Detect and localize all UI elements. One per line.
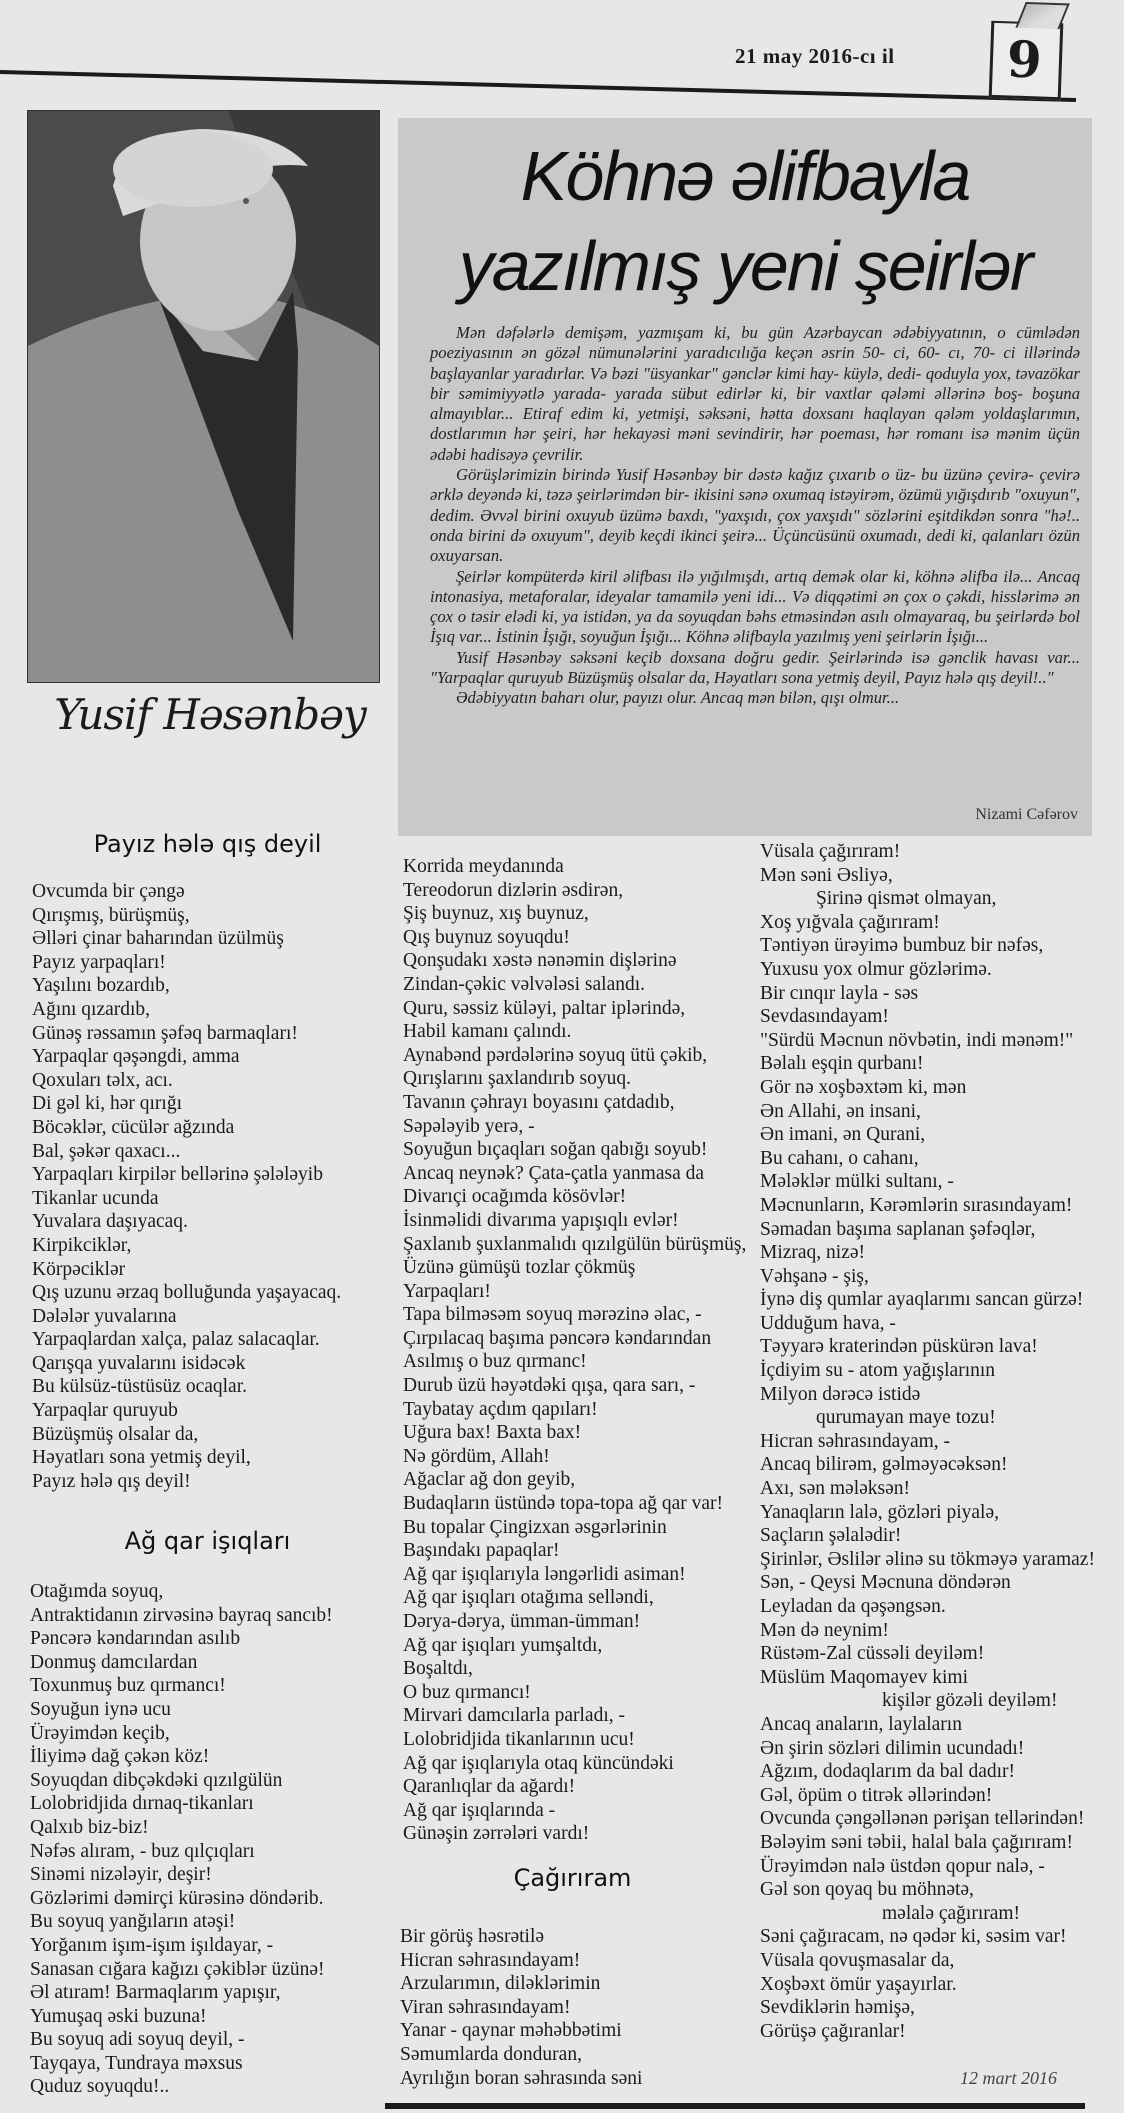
poem-line: Bu cahanı, o cahanı, [760,1147,919,1169]
poem-column [760,840,1095,2043]
poem-line: Lolobridjida tikanlarının ucu! [403,1728,635,1750]
poem-line: Divarıçi ocağımda kösövlər! [403,1186,627,1208]
poem-line: Aynabənd pərdələrinə soyuq ütü çəkib, [403,1044,708,1066]
poem-line: Saçların şəlalədir! [760,1525,902,1547]
poem-line: Quru, səssiz küləyi, paltar iplərində, [403,997,686,1019]
poem-line: Axı, sən mələksən! [760,1478,911,1500]
poem-line: Pəncərə kəndarından asılıb [30,1628,241,1650]
poem-line: Yuxusu yox olmur gözlərimə. [760,958,992,980]
poem-line: Qırışlarını şaxlandırıb soyuq. [403,1068,632,1090]
poem-line: Sevdasındayam! [760,1006,889,1028]
poem-line: Ən şirin sözləri dilimin ucundadı! [760,1737,1025,1759]
poem-line: Taybatay açdım qapıları! [403,1398,598,1420]
poem-line: Yumuşaq əski buzuna! [30,2005,207,2027]
poem-line: Sanasan cığara kağızı çəkiblər üzünə! [30,1958,325,1980]
poem-line: Quduz soyuqdu!.. [30,2076,170,2098]
poem-line: Sevdiklərin həmişə, [760,1997,915,2019]
intro-paragraph: Görüşlərimizin birində Yusif Həsənbəy bir dəstə kağız çıxarıb o üz- bu üzünə çevirə- çevirə ərklə deyəndə ki, təzə şeirlərimdən bir- ikisini sənə oxumaq istəyirəm, özümü yığışdırıb "oxuyun", dedim. Əvvəl birini oxuyub üzümə baxdı, "yaxşıdı, çox yaxşıdı" sözlərini eşitdikdən sonra "hə!.. onda birini də oxuyum", deyib keçdi ikinci şeirə... Üçüncüsünü oxumadı, dedi ki, qalanları özün oxuyarsan. [430,465,1080,566]
poem-line: Ağ qar işıqları yumşaltdı, [403,1634,603,1656]
article-intro-box [398,118,1092,836]
poem-line: Büzüşmüş olsalar da, [32,1423,199,1445]
poem-line: Ancaq bilirəm, gəlməyəcəksən! [760,1454,1008,1476]
poem-line: Bu soyuq adi soyuq deyil, - [30,2029,245,2051]
poem-line: Mən də neynim! [760,1619,889,1641]
poem-line: Tikanlar ucunda [32,1187,159,1209]
poem-line: Xoşbəxt ömür yaşayırlar. [760,1973,957,1995]
poem-line: Ancaq neynək? Çata-çatla yanmasa da [403,1162,705,1184]
poem-line: Qış uzunu ərzaq bolluğunda yaşayacaq. [32,1282,342,1304]
poem-line: Sən, - Qeysi Məcnuna döndərən [760,1572,1011,1594]
poem-line: Ağaclar ağ don geyib, [403,1469,576,1491]
poem-line: Qış buynuz soyuqdu! [403,926,570,948]
poem-line: Gör nə xoşbəxtəm ki, mən [760,1076,967,1098]
poem-line: Vüsala çağırıram! [760,841,901,862]
poem-line: Gözlərimi dəmirçi kürəsinə döndərib. [30,1887,324,1909]
issue-date: 21 may 2016-cı il [735,44,895,68]
poem-line: Üzünə gümüşü tozlar çökmüş [403,1257,636,1279]
intro-paragraph: Ədəbiyyatın baharı olur, payızı olur. Ancaq mən bilən, qışı olmur... [456,688,900,708]
poem-line: Əlləri çinar baharından üzülmüş [32,928,284,950]
poem-line: Ağ qar işıqlarında - [403,1799,556,1821]
poem-line: Uğura bax! Baxta bax! [403,1422,582,1444]
poem-line: Şirinlər, Əslilər əlinə su tökməyə yaramaz! [760,1548,1095,1570]
poem-line: Zindan-çəkic vəlvələsi salandı. [403,973,646,995]
poem-line: Çırpılacaq başıma pəncərə kəndarından [403,1327,712,1349]
poem-line: Sinəmi nizələyir, deşir! [30,1864,212,1886]
page-number: 9 [1006,29,1043,90]
intro-author-signature: Nizami Cəfərov [975,806,1078,823]
intro-paragraph: Şeirlər kompüterdə kiril əlifbası ilə yığılmışdı, artıq demək olar ki, köhnə əlifba ilə... Ancaq intonasiya, metaforalar, ideyalar tamamilə yeni idi... Və diqqətimi ən çox o çəkdi, hisslərimə ən çox o təsir elədi ki, ya istidən, ya da soyuqdan bəhs etməsindən asılı olmayaraq, bu şeirlərdə bol İşıq var... İstinin İşığı, soyuğun İşığı... Köhnə əlifbayla yazılmış yeni şeirlərin İşığı... [430,566,1080,647]
article-title-line1: Köhnə əlifbayla [520,137,970,215]
poem-line: Günəşin zərrələri vardı! [403,1823,590,1845]
header-rule [0,0,1124,110]
poem-line: İynə diş qumlar ayaqlarımı sancan gürzə! [760,1289,1084,1311]
poem-line: Ancaq anaların, laylaların [760,1713,962,1735]
poem-line: "Sürdü Məcnun növbətin, indi mənəm!" [760,1029,1074,1051]
poem-line: Bu topalar Çingizxan əsgərlərinin [403,1516,667,1538]
poem-line: Vüsala qovuşmasalar da, [760,1949,955,1971]
poem-line: Ürəyimdən keçib, [30,1722,170,1744]
poem-line: Payız hələ qış deyil! [32,1470,191,1492]
poem-line: Qarışqa yuvalarını isidəcək [32,1352,246,1374]
poem-line: Ağını qızardıb, [32,998,151,1020]
poem-line: Hicran səhrasındayam! [400,1949,581,1971]
poem-line: Körpəciklər [32,1258,126,1280]
poem-column [403,855,746,1846]
poem-line: Otağımda soyuq, [30,1581,164,1602]
poem-line: Gəl son qoyaq bu möhnətə, [760,1879,974,1901]
poem-line: İliyimə dağ çəkən köz! [30,1746,210,1768]
poem-line: Habil kamanı çalındı. [403,1021,572,1043]
poem-line: Təntiyən ürəyimə bumbuz bir nəfəs, [760,935,1044,957]
poem-line: Ürəyimdən nalə üstdən qopur nalə, - [760,1855,1045,1877]
poem-line: Ovcunda çəngəllənən pərişan tellərindən! [760,1808,1085,1830]
poem-line: İsinməlidi divarıma yapışıqlı evlər! [403,1209,679,1231]
poem-line: Tayqaya, Tundraya məxsus [30,2052,243,2074]
poem-title: Çağırıram [513,1864,632,1892]
intro-text [430,323,1080,709]
poem-line: Tavanın çəhrayı boyasını çatdadıb, [403,1091,675,1113]
poem-line: Yanaqların lalə, gözləri piyalə, [760,1501,999,1523]
poem-line: Kirpikciklər, [32,1234,132,1256]
poem-line: Korrida meydanında [403,856,564,877]
poem-line: Toxunmuş buz qırmancı! [30,1675,226,1697]
poem-line: Leyladan da qəşəngsən. [760,1596,946,1617]
poem-line: Di gəl ki, hər qırığı [32,1093,183,1115]
author-photo [27,110,380,683]
poem-column [30,1580,333,2099]
poem-line: kişilər gözəli deyiləm! [882,1690,1058,1712]
poem-line: Udduğum hava, - [760,1312,896,1334]
poem-line: Şaxlanıb şuxlanmalıdı qızılgülün bürüşmüş, [403,1233,747,1255]
poem-line: Bələyim səni təbii, halal bala çağırıram! [760,1831,1073,1853]
poem-line: Qaranlıqlar da ağardı! [403,1776,576,1798]
poem-line: Tereodorun dizlərin əsdirən, [403,879,624,901]
intro-paragraph: Mən dəfələrlə demişəm, yazmışam ki, bu gün Azərbaycan ədəbiyyatının, o cümlədən poeziyasının ən gözəl nümunələrini yaradıcılığa keçən əsrin 50- ci, 60- cı, 70- ci illərində başlayanlar yaradırlar. Və bəzi "üsyankar" gənclər kimi hay- küylə, dedi- qoduyla yox, təvazökar bir səmimiyyətlə yarada- yarada sübut edirlər ki, bir vaxtlar qələmi əllərinə boş- boşuna almayıblar... Etiraf edim ki, yetmişi, səksəni, hətta doxsanı haqlayan qələm yoldaşlarımın, dostlarımın hər şeiri, hər hekayəsi məni sevindirir, hər poeması, hər romanı isə mənim üçün ədəbi hadisəyə çevrilir. [430,323,1080,464]
poem-line: məlalə çağırıram! [882,1902,1021,1924]
poem-line: Səpələyib yerə, - [403,1115,535,1137]
poem-line: Boşaltdı, [403,1658,473,1680]
poem-line: Ən imani, ən Qurani, [760,1124,926,1146]
poem-line: Bal, şəkər qaxacı... [32,1140,181,1162]
poem-line: qurumayan maye tozu! [816,1407,996,1429]
poem-line: Ən Allahi, ən insani, [760,1100,921,1122]
poem-line: Səmumlarda donduran, [400,2043,582,2065]
poem-line: Bir görüş həsrətilə [400,1926,545,1947]
poem-line: Təyyarə kraterindən püskürən lava! [760,1336,1038,1358]
poem-line: Nə gördüm, Allah! [403,1445,550,1467]
poem-line: Başındakı papaqlar! [403,1540,560,1562]
poem-line: Yuvalara daşıyacaq. [32,1211,188,1233]
poem-line: Qonşudakı xəstə nənəmin dişlərinə [403,950,677,972]
poem-line: Nəfəs alıram, - buz qılçıqları [30,1840,255,1862]
poem-line: Lolobridjida dırnaq-tikanları [30,1793,254,1815]
poem-line: Vəhşanə - şiş, [760,1265,869,1287]
poem-line: Yorğanım işım-işım işıldayar, - [30,1934,274,1956]
poem-line: Mən səni Əsliyə, [760,864,893,886]
intro-paragraph: Yusif Həsənbəy səksəni keçib doxsana doğru gedir. Şeirlərində isə gənclik havası var... "Yarpaqlar quruyub Büzüşmüş olsalar da, Həyatları sona yetmiş deyil, Payız hələ qış deyil!.." [430,647,1080,688]
poem-title: Ağ qar işıqları [124,1527,291,1555]
poem-line: Əl atıram! Barmaqlarım yapışır, [30,1982,281,2004]
poem-line: Ovcumda bir çəngə [32,881,185,902]
poem-line: O buz qırmancı! [403,1681,531,1703]
poem-line: Dələlər yuvalarına [32,1305,177,1327]
poem-line: Həyatları sona yetmiş deyil, [32,1447,251,1469]
poem-line: Arzularımın, diləklərimin [400,1973,601,1995]
poem-line: Bu soyuq yanğıların atəşi! [30,1911,236,1933]
poem-line: Ağ qar işıqlarıyla otaq küncündəki [403,1752,674,1774]
poem-line: Yaşılını bozardıb, [32,975,170,997]
poem-line: Səmadan başıma saplanan şəfəqlər, [760,1218,1036,1240]
page-corner-fold-icon [1015,2,1069,29]
poem-line: Qalxıb biz-biz! [30,1816,149,1838]
poem-line: Soyuqdan dibçəkdəki qızılgülün [30,1769,283,1791]
poem-line: Məcnunların, Kərəmlərin sırasındayam! [760,1194,1073,1216]
poem-line: Xoş yığvala çağırıram! [760,911,940,933]
poem-line: Soyuğun bıçaqları soğan qabığı soyub! [403,1139,708,1161]
poem-line: Şirinə qismət olmayan, [816,888,997,910]
poem-line: Müslüm Maqomayev kimi [760,1666,968,1688]
poem-line: Yarpaqlar quruyub [32,1400,178,1422]
poem-line: Yanar - qaynar məhəbbətimi [400,2020,622,2042]
page-number-box [989,21,1064,100]
poem-line: Bəlalı eşqin qurbanı! [760,1053,924,1075]
poem-line: Soyuğun iynə ucu [30,1698,171,1720]
author-name-caption: Yusif Həsənbəy [54,690,366,739]
poem-column [32,880,341,1493]
poem-line: Yarpaqları kirpilər bellərinə şələləyib [32,1164,323,1186]
poem-line: İçdiyim su - atom yağışlarının [760,1360,996,1382]
poem-line: Donmuş damcılardan [30,1651,198,1673]
poem-line: Qoxuları təlx, acı. [32,1069,173,1091]
poem-line: Yarpaqları! [403,1280,491,1302]
poem-line: Yarpaqlardan xalça, palaz salacaqlar. [32,1329,320,1351]
poem-line: Rüstəm-Zal cüssəli deyiləm! [760,1643,985,1665]
poem-line: Böcəklər, cücülər ağzında [32,1116,235,1138]
poem-line: Şiş buynuz, xış buynuz, [403,903,589,925]
poem-line: Görüşə çağıranlar! [760,2020,906,2042]
poem-title: Payız hələ qış deyil [93,830,322,858]
poem-column [400,1925,642,2090]
poem-line: Bu külsüz-tüstüsüz ocaqlar. [32,1376,248,1398]
poem-line: Viran səhrasındayam! [400,1996,571,2018]
poem-line: Tapa bilməsəm soyuq mərəzinə əlac, - [403,1304,702,1326]
poem-line: Ağ qar işıqlarıyla ləngərlidi asiman! [403,1563,686,1585]
poem-line: Qırışmış, bürüşmüş, [32,904,190,926]
poem-line: Səni çağıracam, nə qədər ki, səsim var! [760,1926,1067,1948]
article-title-line2: yazılmış yeni şeirlər [458,227,1032,305]
poem-line: Budaqların üstündə topa-topa ağ qar var! [403,1493,724,1515]
poem-line: Mələklər mülki sultanı, - [760,1171,954,1193]
poem-line: Bir cınqır layla - səs [760,982,919,1004]
poem-line: Payız yarpaqları! [32,951,166,973]
poem-line: Asılmış o buz qırmanc! [403,1351,587,1373]
poem-line: Hicran səhrasındayam, - [760,1430,951,1452]
poem-line: Gəl, öpüm o titrək əllərindən! [760,1784,993,1806]
poem-line: Ayrılığın boran səhrasında səni [400,2067,643,2089]
poem-line: Yarpaqlar qəşəngdi, amma [32,1046,240,1068]
poem-line: Günəş rəssamın şəfəq barmaqları! [32,1022,298,1044]
poem-line: Dərya-dərya, ümman-ümman! [403,1611,641,1632]
poem-line: Antraktidanın zirvəsinə bayraq sancıb! [30,1604,333,1626]
poem-date: 12 mart 2016 [960,2068,1058,2088]
poem-line: Milyon dərəcə istidə [760,1383,921,1405]
poem-line: Ağzım, dodaqlarım da bal dadır! [760,1761,1016,1783]
poem-line: Durub üzü həyətdəki qışa, qara sarı, - [403,1375,696,1397]
bottom-rule [385,2103,1085,2109]
poem-line: Mizraq, nizə! [760,1242,866,1264]
poem-line: Ağ qar işıqları otağıma selləndi, [403,1587,654,1609]
poem-line: Mirvari damcılarla parladı, - [403,1705,625,1727]
